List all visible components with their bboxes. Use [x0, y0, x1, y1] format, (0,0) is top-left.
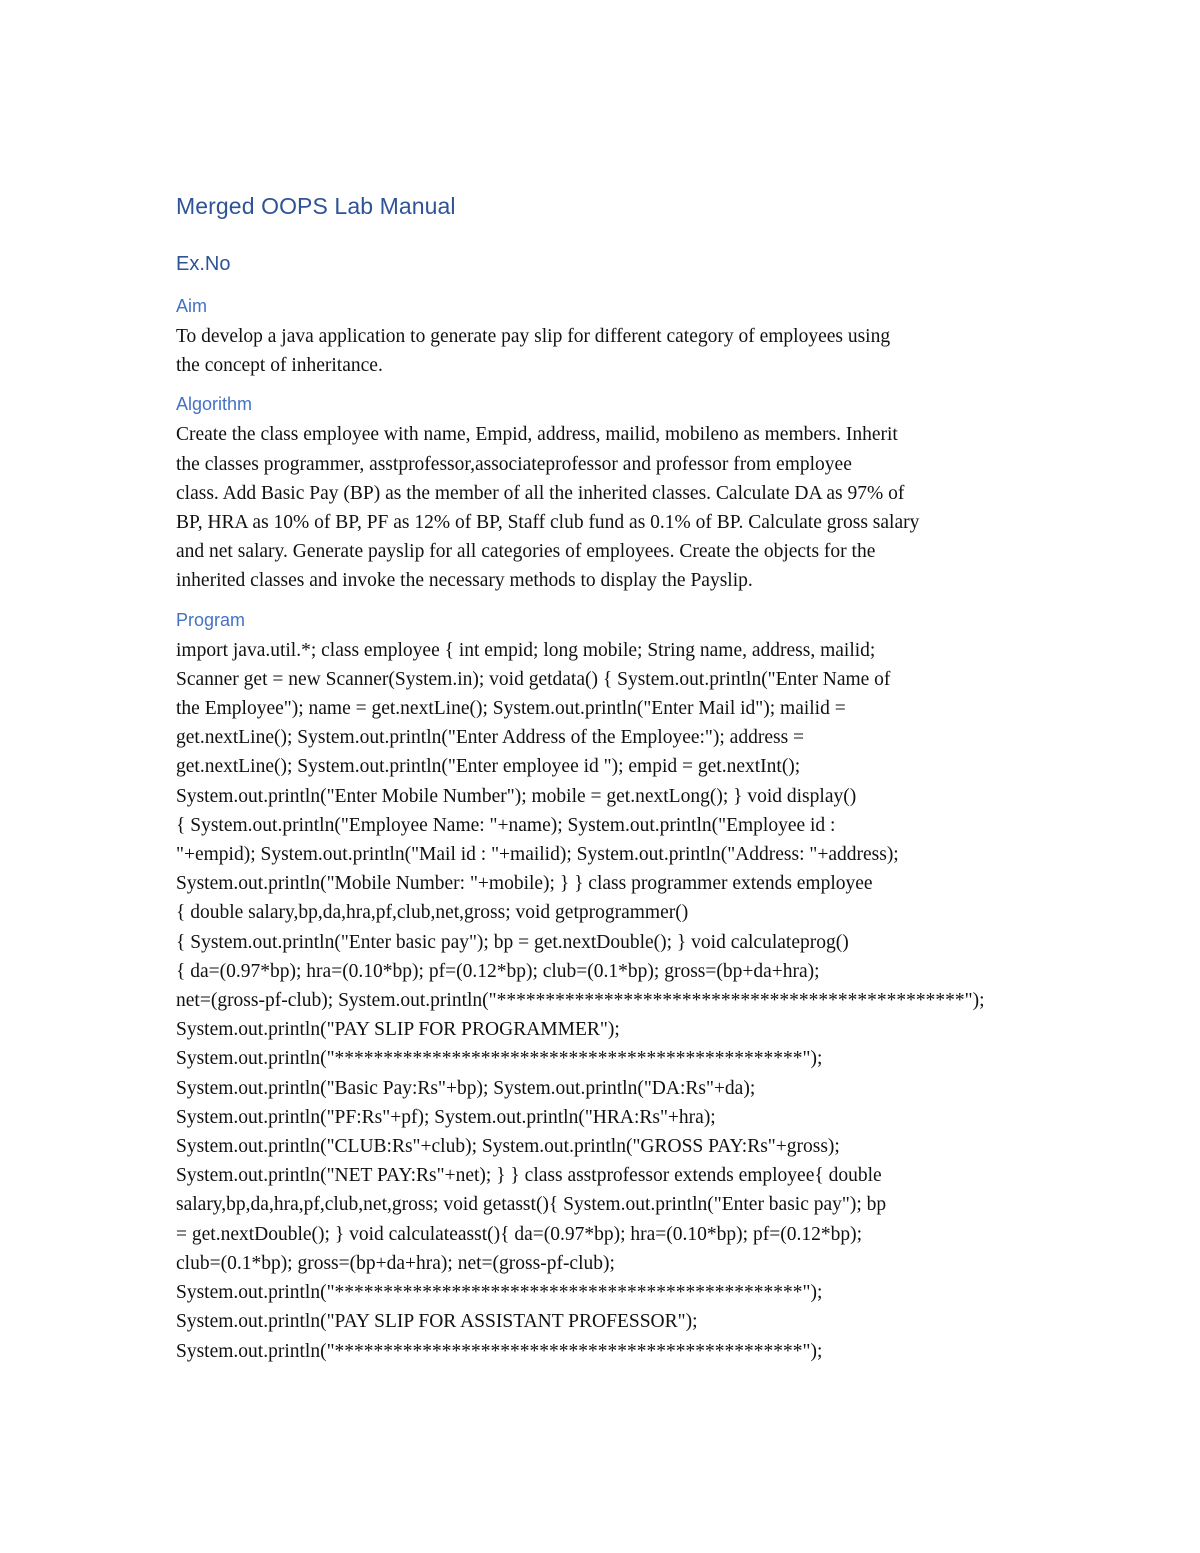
program-line: the Employee"); name = get.nextLine(); System.out.println("Enter Mail id"); mailid = — [176, 698, 846, 720]
program-line: get.nextLine(); System.out.println("Enter Address of the Employee:"); address = — [176, 727, 805, 749]
program-line: "+empid); System.out.println("Mail id : "+mailid); System.out.println("Address: "+address); — [176, 844, 899, 866]
algorithm-line: and net salary. Generate payslip for all categories of employees. Create the objects for the — [176, 541, 876, 563]
document-title: Merged OOPS Lab Manual — [176, 193, 456, 219]
program-line: = get.nextDouble(); } void calculateasst(){ da=(0.97*bp); hra=(0.10*bp); pf=(0.12*bp); — [176, 1223, 862, 1245]
program-line: System.out.println("Basic Pay:Rs"+bp); System.out.println("DA:Rs"+da); — [176, 1077, 756, 1099]
program-line: System.out.println("************************************************"); — [176, 1340, 823, 1362]
program-line: { double salary,bp,da,hra,pf,club,net,gross; void getprogrammer() — [176, 902, 689, 924]
program-section — [176, 604, 1026, 1366]
program-line: System.out.println("************************************************"); — [176, 1282, 823, 1304]
program-line: System.out.println("CLUB:Rs"+club); System.out.println("GROSS PAY:Rs"+gross); — [176, 1136, 840, 1158]
algorithm-line: inherited classes and invoke the necessary methods to display the Payslip. — [176, 570, 753, 592]
program-line: { da=(0.97*bp); hra=(0.10*bp); pf=(0.12*bp); club=(0.1*bp); gross=(bp+da+hra); — [176, 960, 820, 982]
aim-section — [176, 290, 1026, 380]
program-line: System.out.println("NET PAY:Rs"+net); } } class asstprofessor extends employee{ double — [176, 1165, 882, 1187]
algorithm-heading: Algorithm — [176, 394, 253, 415]
program-line: System.out.println("PAY SLIP FOR ASSISTANT PROFESSOR"); — [176, 1311, 698, 1333]
program-line: System.out.println("Mobile Number: "+mobile); } } class programmer extends employee — [176, 873, 873, 895]
algorithm-line: Create the class employee with name, Empid, address, mailid, mobileno as members. Inherit — [176, 424, 898, 446]
program-line: System.out.println("Enter Mobile Number"); mobile = get.nextLong(); } void display() — [176, 785, 857, 807]
program-line: { System.out.println("Employee Name: "+name); System.out.println("Employee id : — [176, 814, 836, 836]
program-line: net=(gross-pf-club); System.out.println("************************************************"); — [176, 990, 985, 1012]
aim-line: the concept of inheritance. — [176, 355, 383, 377]
aim-paragraph — [176, 322, 1026, 380]
program-line: System.out.println("************************************************"); — [176, 1048, 823, 1070]
program-line: get.nextLine(); System.out.println("Enter employee id "); empid = get.nextInt(); — [176, 756, 801, 778]
program-line: System.out.println("PAY SLIP FOR PROGRAMMER"); — [176, 1019, 620, 1041]
program-line: Scanner get = new Scanner(System.in); void getdata() { System.out.println("Enter Name of — [176, 668, 891, 690]
algorithm-paragraph — [176, 420, 1026, 595]
algorithm-section — [176, 388, 1026, 595]
program-line: salary,bp,da,hra,pf,club,net,gross; void getasst(){ System.out.println("Enter basic pay"); bp — [176, 1194, 887, 1216]
algorithm-line: BP, HRA as 10% of BP, PF as 12% of BP, Staff club fund as 0.1% of BP. Calculate gross salary — [176, 512, 920, 534]
aim-heading: Aim — [176, 296, 207, 316]
program-line: { System.out.println("Enter basic pay"); bp = get.nextDouble(); } void calculateprog() — [176, 931, 849, 953]
program-heading: Program — [176, 609, 246, 630]
program-line: import java.util.*; class employee { int empid; long mobile; String name, address, mailid; — [176, 639, 876, 661]
program-line: club=(0.1*bp); gross=(bp+da+hra); net=(gross-pf-club); — [176, 1252, 615, 1274]
aim-line: To develop a java application to generate pay slip for different category of employees using — [176, 326, 891, 347]
program-line: System.out.println("PF:Rs"+pf); System.out.println("HRA:Rs"+hra); — [176, 1106, 716, 1128]
exercise-number-heading: Ex.No — [176, 253, 231, 275]
algorithm-line: class. Add Basic Pay (BP) as the member of all the inherited classes. Calculate DA as 97% of — [176, 482, 905, 504]
program-code — [176, 636, 1026, 1366]
algorithm-line: the classes programmer, asstprofessor,associateprofessor and professor from employee — [176, 453, 852, 475]
page-content — [176, 186, 1026, 1376]
